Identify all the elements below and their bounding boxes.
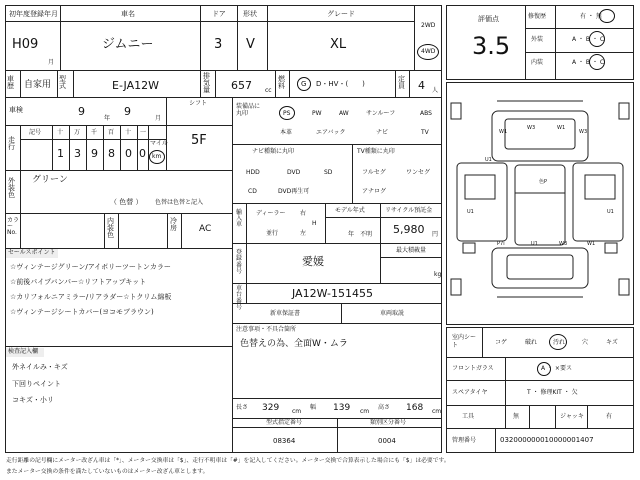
ext-color-label: 外装色 [8, 177, 15, 199]
seat-item: コゲ [495, 339, 508, 346]
int-color-label: 内装色 [107, 217, 114, 239]
tv-head: TV種類に丸印 [357, 148, 395, 155]
diagram-mark: 色P [539, 179, 548, 185]
chassis-value: JA12W-151455 [292, 287, 373, 300]
spare-label: スペアタイヤ [452, 389, 488, 396]
car-name: ジムニー [102, 37, 154, 52]
equip-item: ナビ [376, 129, 389, 136]
model-year-label: モデル年式 [335, 207, 365, 214]
score-label: 評価点 [478, 15, 499, 23]
digit-head-1: 十 [57, 129, 64, 136]
ac-label: 冷房 [170, 217, 177, 232]
odometer-digit: 8 [108, 147, 115, 160]
use-value: 自家用 [24, 80, 52, 90]
equip-head: 装備品に丸印 [236, 103, 261, 117]
km-label: km [152, 153, 162, 160]
repair-none-circle [599, 9, 615, 23]
glass-value: A ・ ×要ス [541, 365, 572, 372]
diagram-mark: U1 [607, 209, 614, 215]
capacity-unit: 人 [432, 87, 439, 94]
score-value: 3.5 [472, 32, 511, 60]
color-change-note: 色替は色替と記入 [155, 199, 204, 206]
body-shape: V [246, 37, 255, 52]
seat-item: 破れ [525, 339, 538, 346]
check-line: 下回りペイント [12, 380, 61, 388]
seat-item: 汚れ [553, 339, 566, 346]
digit-head-5: 十 [125, 129, 132, 136]
inspection-year: 9 [78, 105, 85, 118]
displacement-label: 排気量 [203, 72, 210, 94]
color-code-label: カラー No. [7, 217, 20, 236]
height-value: 168 [406, 403, 424, 413]
fuel-g: G [301, 80, 307, 88]
import-right: 右 [300, 210, 307, 217]
diagram-mark: U1 [531, 241, 538, 247]
sales-line: ☆カリフォルニアミラー/リアラダー☆トクリム綿板 [10, 293, 172, 301]
notes-label: 注意事項・不具合箇所 [236, 326, 297, 333]
ext-b-circle [589, 31, 605, 47]
tool-label: 工具 [462, 413, 475, 420]
jack-value: 有 [606, 413, 613, 420]
diagram-mark: W1 [557, 125, 566, 131]
height-unit: cm [432, 408, 442, 415]
drive-2wd: 2WD [421, 22, 436, 29]
car-damage-diagram [447, 83, 633, 324]
type-no-label: 型式指定番号 [266, 419, 303, 426]
diagram-mark: W1 [587, 241, 596, 247]
load-label: 最大積載量 [396, 247, 427, 254]
first-reg-label: 初年度登録年月 [9, 10, 58, 18]
plate-label: 登録番号 [236, 249, 243, 275]
sales-line: ☆ヴィンテージシートカバー(ヨコモブラウン) [10, 308, 154, 316]
grade-value: XL [330, 37, 347, 52]
mgmt-label: 管理番号 [452, 437, 477, 444]
fuel-label: 燃料 [278, 75, 285, 90]
inspection-month-unit: 月 [155, 115, 162, 122]
mile-label: マイル [150, 140, 168, 147]
footer-line-2: またメーター交換の条件を満たしていないものはメーター改ざん車とします。 [6, 469, 209, 475]
capacity-value: 4 [418, 79, 425, 92]
seat-label: 室内シート [452, 334, 477, 349]
door-label: ドア [212, 10, 226, 18]
model-value: E-JA12W [112, 79, 159, 92]
sheet-border [5, 5, 442, 453]
grade-label: グレード [327, 10, 355, 18]
door-count: 3 [214, 37, 223, 52]
length-unit: cm [292, 408, 302, 415]
load-unit: kg [434, 271, 442, 278]
spare-value: T ・ 修理KIT ・ 欠 [527, 389, 578, 396]
shift-label: シフト [189, 100, 208, 107]
use-label: 車歴 [7, 75, 14, 90]
sales-line: ☆前後パイプバンパー☆リフトアップキット [10, 278, 147, 286]
model-year: 年 不明 [348, 231, 373, 238]
shift-value: 5F [191, 133, 207, 148]
recycle-value: 5,980 [393, 223, 425, 236]
check-line: コキズ・小リ [12, 396, 54, 404]
nav-item: HDD [246, 169, 260, 176]
equip-item: 本革 [280, 129, 293, 136]
length-label: 長さ [236, 404, 249, 411]
chassis-label: 車台番号 [236, 285, 243, 311]
check-label: 検査記入欄 [8, 348, 39, 355]
ext-grade-value: A ・ B ・ C [572, 36, 605, 43]
equip-item: TV [421, 129, 429, 136]
digit-head-6: 一 [140, 129, 147, 136]
capacity-label: 定員 [398, 75, 405, 90]
nav-item: CD [248, 188, 257, 195]
width-unit: cm [360, 408, 370, 415]
first-reg-month-unit: 月 [48, 59, 55, 66]
digit-head-2: 万 [74, 129, 81, 136]
equip-item: サンルーフ [366, 110, 396, 117]
digit-head-3: 千 [91, 129, 98, 136]
inspection-year-unit: 年 [104, 115, 111, 122]
name-label: 車名 [121, 10, 135, 18]
jack-label: ジャッキ [560, 413, 584, 420]
repair-value: 有 ・ 無 [580, 13, 602, 20]
tool-value: 無 [513, 413, 520, 420]
type-no-value: 08364 [273, 437, 296, 445]
color-change: （ 色替 ） [110, 198, 143, 206]
ext-color-value: グリーン [32, 175, 68, 185]
equip-item: PS [283, 110, 291, 117]
width-label: 幅 [310, 404, 317, 411]
odometer-digit: 3 [74, 147, 81, 160]
diagram-mark: W3 [579, 129, 588, 135]
class-no-value: 0004 [378, 437, 396, 445]
seat-item: 穴 [582, 339, 589, 346]
diagram-mark: U1 [467, 209, 474, 215]
class-no-label: 類別区分番号 [370, 419, 407, 426]
new-car-warranty: 新車保証書 [270, 310, 301, 317]
equip-item: エアバック [316, 129, 346, 136]
tv-item: フルセグ [362, 169, 386, 176]
fuel-options: D・HV・( ) [316, 80, 365, 88]
model-label: 型式 [59, 75, 66, 90]
inspection-label: 車検 [9, 106, 23, 114]
tv-item: ワンセグ [406, 169, 431, 176]
int-grade-value: A ・ B ・ C [572, 59, 605, 66]
digit-head-0: 記号 [29, 129, 42, 136]
recycle-label: リサイクル預託金 [385, 207, 433, 214]
int-grade-label: 内装 [531, 59, 544, 66]
diagram-mark: W3 [527, 125, 536, 131]
tv-item: アナログ [362, 188, 387, 195]
nav-item: DVD [287, 169, 301, 176]
footer-line-1: 走行距離の記号欄にメーター改ざん車は「*」、メーター交換車は「$」、走行不明車は「#」を記入してください。メーター交換で合算表示した場合にも「$」は必要です。 [6, 458, 450, 464]
repair-label: 修復歴 [528, 13, 547, 20]
odometer-digit: 0 [139, 147, 146, 160]
diagram-mark: U1 [485, 157, 492, 163]
odometer-digit: 1 [57, 147, 64, 160]
check-line: 外ネイルみ・キズ [12, 363, 68, 371]
ac-value: AC [199, 224, 212, 234]
plate-value: 愛媛 [302, 255, 324, 268]
cc-unit: cc [265, 87, 272, 94]
owner-manual: 車両取説 [380, 310, 405, 317]
shape-label: 形状 [243, 10, 257, 18]
inspection-month: 9 [124, 105, 131, 118]
diagram-mark: W3 [559, 241, 568, 247]
import-dealer: ディーラー [256, 210, 286, 217]
int-b-circle [589, 54, 605, 70]
import-parallel: 並行 [266, 230, 279, 237]
displacement-value: 657 [231, 79, 252, 92]
diagram-mark: P7i [497, 241, 505, 247]
odometer-digit: 9 [91, 147, 98, 160]
equip-item: ABS [420, 110, 432, 117]
glass-label: フロントガラス [452, 365, 494, 372]
height-label: 高さ [378, 404, 391, 411]
width-value: 139 [333, 403, 351, 413]
diagram-mark: W1 [499, 129, 508, 135]
length-value: 329 [262, 403, 280, 413]
nav-item: SD [324, 169, 333, 176]
mgmt-value: 032000000010000001407 [500, 436, 594, 444]
import-label: 輸入車 [236, 209, 243, 228]
seat-item: キズ [606, 339, 618, 346]
sales-label: セールスポイント [8, 249, 56, 256]
mileage-label: 走行 [8, 136, 15, 151]
nav-head: ナビ種類に丸印 [252, 148, 295, 155]
nav-item: DVD再生可 [278, 188, 310, 195]
ext-grade-label: 外装 [531, 36, 544, 43]
odometer-digit: 0 [125, 147, 132, 160]
recycle-unit: 円 [432, 231, 439, 238]
equip-item: AW [339, 110, 349, 117]
drive-4wd: 4WD [421, 48, 436, 55]
import-left: 左 [300, 230, 307, 237]
equip-item: PW [312, 110, 322, 117]
notes-text: 色替えの為、全面W・ムラ [240, 339, 348, 349]
import-h: H [312, 220, 317, 227]
first-reg-era: H09 [12, 37, 39, 52]
sales-line: ☆ヴィンテージグリーン/アイボリーツートンカラー [10, 263, 171, 271]
digit-head-4: 百 [108, 129, 115, 136]
